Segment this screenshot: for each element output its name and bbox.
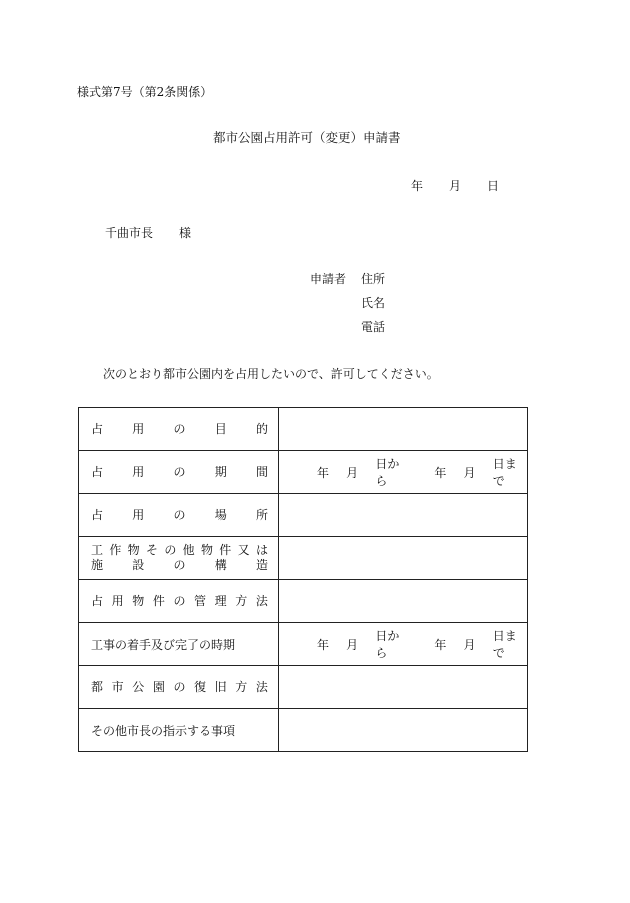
- structure-field[interactable]: [279, 537, 528, 580]
- applicant-label: 申請者: [310, 272, 347, 286]
- row-label-restoration: 都 市 公 園 の 復 旧 方 法: [79, 666, 279, 709]
- location-field[interactable]: [279, 494, 528, 537]
- request-text: 次のとおり都市公園内を占用したいので、許可してください。: [103, 367, 439, 381]
- date-line: [411, 179, 499, 193]
- table-row: [79, 580, 528, 623]
- row-label-management: 占 用 物 件 の 管 理 方 法: [79, 580, 279, 623]
- construction-period-field[interactable]: [279, 623, 528, 666]
- other-instructions-field[interactable]: [279, 709, 528, 752]
- addressee-honorific: 様: [179, 226, 192, 240]
- addressee-name: 千曲市長: [105, 226, 154, 240]
- row-label-structure: 工 作 物 そ の 他 物 件 又 は 施 設 の 構 造: [79, 537, 279, 580]
- table-row: [79, 408, 528, 451]
- addressee: [105, 226, 191, 240]
- construction-period-text: 年 月 日から 年 月 日まで: [317, 629, 517, 660]
- applicant-address-label: 住所: [361, 272, 386, 286]
- period-field[interactable]: [279, 451, 528, 494]
- table-row: [79, 494, 528, 537]
- row-label-other-instructions: その他市長の指示する事項: [79, 709, 279, 752]
- period-text: 年 月 日から 年 月 日まで: [317, 457, 517, 488]
- table-row: [79, 623, 528, 666]
- purpose-field[interactable]: [279, 408, 528, 451]
- table-row: [79, 666, 528, 709]
- document-title: 都市公園占用許可（変更）申請書: [213, 130, 401, 145]
- date-month: 月: [449, 179, 462, 193]
- form-number: 様式第7号（第2条関係）: [77, 85, 213, 99]
- table-row: [79, 451, 528, 494]
- application-table: [78, 407, 528, 752]
- management-field[interactable]: [279, 580, 528, 623]
- date-year: 年: [411, 179, 424, 193]
- row-label-location: 占 用 の 場 所: [79, 494, 279, 537]
- date-day: 日: [487, 179, 500, 193]
- restoration-field[interactable]: [279, 666, 528, 709]
- row-label-purpose: 占 用 の 目 的: [79, 408, 279, 451]
- row-label-construction-period: 工事の着手及び完了の時期: [79, 623, 279, 666]
- applicant-phone-label: 電話: [361, 320, 386, 334]
- table-row: [79, 537, 528, 580]
- row-label-period: 占 用 の 期 間: [79, 451, 279, 494]
- table-row: [79, 709, 528, 752]
- applicant-name-label: 氏名: [361, 296, 386, 310]
